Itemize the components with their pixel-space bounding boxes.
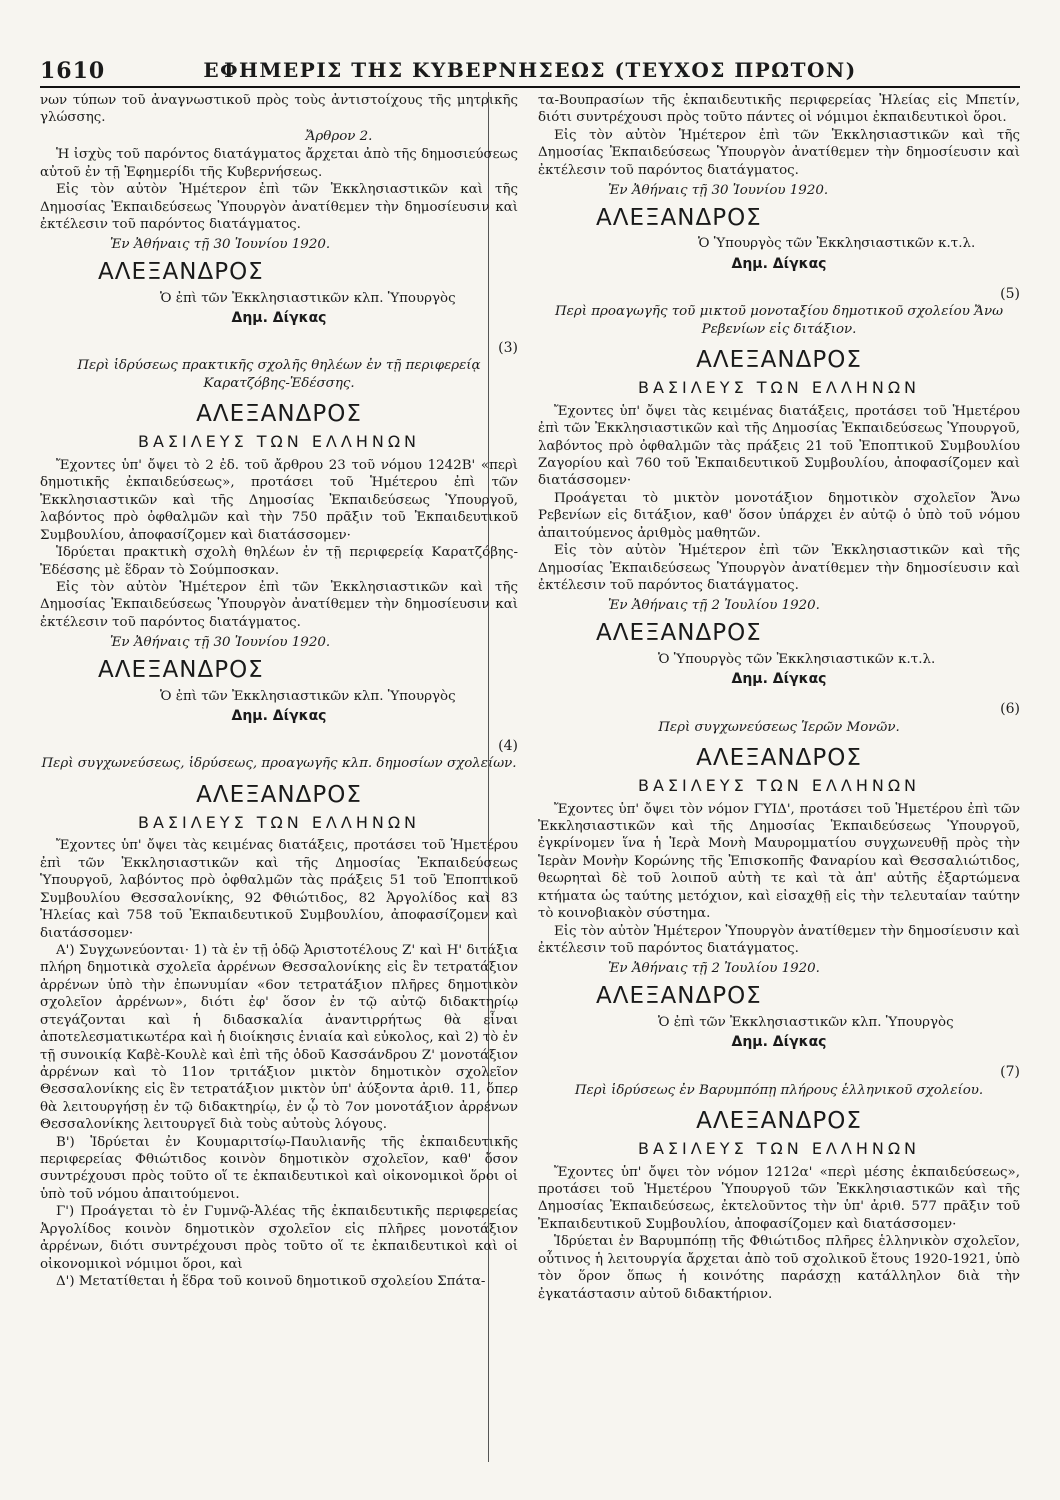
date-line: Ἐν Ἀθήναις τῇ 30 Ἰουνίου 1920. <box>608 183 829 199</box>
assignment-text: Εἰς τὸν αὐτὸν Ἡμέτερον ἐπὶ τῶν Ἐκκλησιαστικῶν καὶ τῆς Δημοσίας Ἐκπαιδεύσεως Ὑπουργὸν ἀνατίθεμεν τὴν δημοσίευσιν καὶ ἐκτέλεσιν τοῦ παρόντος διατάγματος. <box>40 579 518 630</box>
king-name: ΑΛΕΞΑΝΔΡΟΣ <box>696 347 862 374</box>
king-title: ΒΑΣΙΛΕΥΣ ΤΩΝ ΕΛΛΗΝΩΝ <box>637 775 921 795</box>
minister-signature: Δημ. Δίγκας <box>231 310 327 327</box>
columns <box>40 92 1020 1492</box>
minister-signature: Δημ. Δίγκας <box>731 255 827 272</box>
assignment-text: Εἰς τὸν αὐτὸν Ἡμέτερον ἐπὶ τῶν Ἐκκλησιαστικῶν καὶ τῆς Δημοσίας Ἐκπαιδεύσεως Ὑπουργὸν ἀνατίθεμεν τὴν δημοσίευσιν καὶ ἐκτέλεσιν τοῦ παρόντος διατάγματος. <box>40 182 518 232</box>
decree-body: Ἔχοντες ὑπ' ὄψει τὸν νόμον 1212α' «περὶ μέσης ἐκπαιδεύσεως», προτάσει τοῦ Ἡμετέρου Ὑπουργοῦ τῶν Ἐκκλησιαστικῶν καὶ τῆς Δημοσίας Ἐκπαιδεύσεως, ἐκτελοῦντος τὴν ὑπ' ἀριθ. 577 πρᾶξιν τοῦ Ἐκπαιδευτικοῦ Συμβουλίου, ἀποφασίζομεν καὶ διατάσσομεν· <box>538 1164 1020 1232</box>
minister-line: Ὁ ἐπὶ τῶν Ἐκκλησιαστικῶν κλπ. Ὑπουργὸς <box>160 290 456 306</box>
left-column <box>40 92 518 1290</box>
gazette-title: ΕΦΗΜΕΡΙΣ ΤΗΣ ΚΥΒΕΡΝΗΣΕΩΣ (ΤΕΥΧΟΣ ΠΡΩΤΟΝ) <box>203 58 857 82</box>
king-title: ΒΑΣΙΛΕΥΣ ΤΩΝ ΕΛΛΗΝΩΝ <box>137 432 421 452</box>
king-name: ΑΛΕΞΑΝΔΡΟΣ <box>98 258 264 285</box>
king-name: ΑΛΕΞΑΝΔΡΟΣ <box>196 781 362 808</box>
king-title: ΒΑΣΙΛΕΥΣ ΤΩΝ ΕΛΛΗΝΩΝ <box>637 377 921 397</box>
minister-signature: Δημ. Δίγκας <box>731 1034 827 1051</box>
minister-line: Ὁ Ὑπουργὸς τῶν Ἐκκλησιαστικῶν κ.τ.λ. <box>658 651 936 667</box>
article-text: Ἡ ἰσχὺς τοῦ παρόντος διατάγματος ἄρχεται ἀπὸ τῆς δημοσιεύσεως αὐτοῦ ἐν τῇ Ἐφημερίδι τῆς Κυβερνήσεως. <box>40 147 518 180</box>
decree-title: Περὶ συγχωνεύσεως, ἱδρύσεως, προαγωγῆς κλπ. δημοσίων σχολείων. <box>41 756 517 772</box>
king-name: ΑΛΕΞΑΝΔΡΟΣ <box>596 204 762 231</box>
decree-number: (6) <box>1000 701 1020 718</box>
decree-body: Γ') Προάγεται τὸ ἐν Γυμνῷ-Ἀλέας τῆς ἐκπαιδευτικῆς περιφερείας Ἀργολίδος κοινὸν δημοτικὸν σχολεῖον εἰς πλῆρες μονοτάξιον ἀρρένων, διότι συντρέχουσι πρὸς τοῦτο οἵ τε ἐκπαιδευτικοὶ καὶ οἱ οἰκονομικοὶ νόμιμοι ὅροι, καὶ <box>40 1204 518 1272</box>
decree-body: Ἔχοντες ὑπ' ὄψει τὸ 2 ἐδ. τοῦ ἄρθρου 23 τοῦ νόμου 1242Β' «περὶ δημοτικῆς ἐκπαιδεύσεως», προτάσει τοῦ Ἡμέτερου ἐπὶ τῶν Ἐκκλησιαστικῶν καὶ τῆς Δημοσίας Ἐκπαιδεύσεως Ὑπουργοῦ, λαβόντος πρὸ ὀφθαλμῶν καὶ τὴν 750 πρᾶξιν τοῦ Ἐκπαιδευτικοῦ Συμβουλίου, ἀποφασίζομεν καὶ διατάσσομεν· <box>40 458 518 543</box>
decree-body: Ἔχοντες ὑπ' ὄψει τὸν νόμον ΓΥΙΔ', προτάσει τοῦ Ἡμετέρου ἐπὶ τῶν Ἐκκλησιαστικῶν καὶ τῆς Δημοσίας Ἐκπαιδεύσεως Ὑπουργοῦ, ἐγκρίνομεν ἵνα ἡ Ἱερὰ Μονὴ Μαυρομματίου συγχωνευθῇ πρὸς τὴν Ἱερὰν Μονὴν Κορώνης τῆς Ἐπισκοπῆς Φαναρίου καὶ Θεσσαλιώτιδος, θεωρηταὶ δὲ τοῦ λοιποῦ αὐτὴ τε καὶ τὰ ἀπ' αὐτῆς ἐξαρτώμενα κτήματα ὡς ταύτης μετόχιον, καὶ εἰσαχθῇ εἰς τὴν τελευταίαν ταύτην τὸ κοινοβιακὸν σύστημα. <box>538 801 1020 922</box>
king-name: ΑΛΕΞΑΝΔΡΟΣ <box>196 401 362 428</box>
decree-body: Προάγεται τὸ μικτὸν μονοτάξιον δημοτικὸν σχολεῖον Ἄνω Ρεβενίων εἰς διτάξιον, καθ' ὅσον ὑπάρχει ἐν αὐτῷ ὁ ὑπὸ τοῦ νόμου ἀπαιτούμενος ἀριθμὸς μαθητῶν. <box>538 490 1020 541</box>
minister-line: Ὁ Ὑπουργὸς τῶν Ἐκκλησιαστικῶν κ.τ.λ. <box>698 236 976 252</box>
king-name: ΑΛΕΞΑΝΔΡΟΣ <box>696 1107 862 1134</box>
king-name: ΑΛΕΞΑΝΔΡΟΣ <box>98 656 264 683</box>
decree-body: Β') Ἱδρύεται ἐν Κουμαριτσίῳ-Παυλιανῆς τῆς ἐκπαιδευτικῆς περιφερείας Φθιώτιδος κοινὸν δημοτικὸν σχολεῖον, καθ' ὅσον συντρέχουσι πρὸς τοῦτο οἵ τε ἐκπαιδευτικοὶ καὶ οἰκονομικοὶ ὅροι οἱ ὑπὸ τοῦ νόμου ἀπαιτούμενοι. <box>40 1134 518 1202</box>
decree-title: Περὶ ἱδρύσεως πρακτικῆς σχολῆς θηλέων ἐν τῇ περιφερείᾳ Καρατζόβης-Ἐδέσσης. <box>77 358 481 391</box>
article-heading: Ἄρθρον 2. <box>305 128 373 144</box>
minister-signature: Δημ. Δίγκας <box>731 671 827 688</box>
assignment-text: Εἰς τὸν αὐτὸν Ἡμέτερον ἐπὶ τῶν Ἐκκλησιαστικῶν καὶ τῆς Δημοσίας Ἐκπαιδεύσεως Ὑπουργὸν ἀνατίθεμεν τὴν δημοσίευσιν καὶ ἐκτέλεσιν τοῦ παρόντος διατάγματος. <box>538 543 1020 593</box>
king-name: ΑΛΕΞΑΝΔΡΟΣ <box>596 619 762 646</box>
decree-title: Περὶ προαγωγῆς τοῦ μικτοῦ μονοταξίου δημοτικοῦ σχολείου Ἄνω Ρεβενίων εἰς διτάξιον. <box>554 304 1004 337</box>
king-name: ΑΛΕΞΑΝΔΡΟΣ <box>696 744 862 771</box>
page-header <box>40 56 1020 86</box>
decree-body: Α') Συγχωνεύονται· 1) τὰ ἐν τῇ ὁδῷ Ἀριστοτέλους Ζ' καὶ Η' διτάξια πλήρη δημοτικὰ σχολεῖα ἀρρένων Θεσσαλονίκης εἰς ἓν τετρατάξιον ἀρρένων ὑπὸ τὴν ἐπωνυμίαν «6ον τετρατάξιον πλῆρες δημοτικὸν σχολεῖον ἀρρένων», διότι ἐφ' ὅσον ἐν τῷ αὐτῷ διδακτηρίῳ στεγάζονται καὶ ἡ διδασκαλία ἀναντιρρήτως θὰ εἶναι ἀποτελεσματικωτέρα καὶ ἡ διοίκησις ἑνιαία καὶ εὐκολος, καὶ 2) τὸ ἐν τῇ συνοικίᾳ Καβὲ-Κουλὲ καὶ ἐπὶ τῆς ὁδοῦ Κασσάνδρου Ζ' μονοτάξιον ἀρρένων καὶ τὸ 11ον τριτάξιον μικτὸν δημοτικὸν σχολεῖον Θεσσαλονίκης εἰς ἓν τετρατάξιον μικτὸν ὑπ' ἀύξοντα ἀριθ. 11, ὅπερ θὰ λειτουργήσῃ ἐν τῷ διδακτηρίῳ, ἐν ᾧ τὸ 7ον μονοτάξιον ἀρρένων Θεσσαλονίκης λειτουργεῖ διὰ τοὺς αὐτοὺς λόγους. <box>40 942 518 1133</box>
date-line: Ἐν Ἀθήναις τῇ 2 Ἰουλίου 1920. <box>608 598 820 614</box>
decree-title: Περὶ συγχωνεύσεως Ἱερῶν Μονῶν. <box>658 719 900 735</box>
header-rule <box>40 86 1020 88</box>
decree-body: Ἔχοντες ὑπ' ὄψει τὰς κειμένας διατάξεις, προτάσει τοῦ Ἡμετέρου ἐπὶ τῶν Ἐκκλησιαστικῶν καὶ τῆς Δημοσίας Ἐκπαιδεύσεως Ὑπουργοῦ, λαβόντος πρὸ ὀφθαλμῶν τὰς πράξεις 51 τοῦ Ἐποπτικοῦ Συμβουλίου Θεσσαλονίκης, 92 Φθιώτιδος, 82 Ἀργολίδος καὶ 83 Ἠλείας καὶ 758 τοῦ Ἐκπαιδευτικοῦ Συμβουλίου, ἀποφασίζομεν καὶ διατάσσομεν· <box>40 838 518 941</box>
king-title: ΒΑΣΙΛΕΥΣ ΤΩΝ ΕΛΛΗΝΩΝ <box>637 1138 921 1158</box>
minister-line: Ὁ ἐπὶ τῶν Ἐκκλησιαστικῶν κλπ. Ὑπουργὸς <box>160 688 456 704</box>
decree-title: Περὶ ἱδρύσεως ἐν Βαρυμπόπῃ πλήρους ἑλληνικοῦ σχολείου. <box>574 1082 984 1098</box>
date-line: Ἐν Ἀθήναις τῇ 30 Ἰουνίου 1920. <box>110 237 331 253</box>
king-title: ΒΑΣΙΛΕΥΣ ΤΩΝ ΕΛΛΗΝΩΝ <box>137 812 421 832</box>
page-number: 1610 <box>40 58 106 84</box>
assignment-text: Εἰς τὸν αὐτὸν Ἡμέτερον ἐπὶ τῶν Ἐκκλησιαστικῶν καὶ τῆς Δημοσίας Ἐκπαιδεύσεως Ὑπουργὸν ἀνατίθεμεν τὴν δημοσίευσιν καὶ ἐκτέλεσιν τοῦ παρόντος διατάγματος. <box>538 127 1020 178</box>
decree-number: (5) <box>1000 286 1020 303</box>
decree-number: (7) <box>1000 1064 1020 1081</box>
date-line: Ἐν Ἀθήναις τῇ 30 Ἰουνίου 1920. <box>110 635 331 651</box>
minister-line: Ὁ ἐπὶ τῶν Ἐκκλησιαστικῶν κλπ. Ὑπουργὸς <box>658 1014 954 1030</box>
date-line: Ἐν Ἀθήναις τῇ 2 Ἰουλίου 1920. <box>608 961 820 977</box>
intro-text: νων τύπων τοῦ ἀναγνωστικοῦ πρὸς τοὺς ἀντιστοίχους τῆς μητρικῆς γλώσσης. <box>40 93 518 126</box>
decree-body: Ἱδρύεται ἐν Βαρυμπόπῃ τῆς Φθιώτιδος πλῆρες ἑλληνικὸν σχολεῖον, οὗτινος ἡ λειτουργία ἄρχεται ἀπὸ τοῦ σχολικοῦ ἔτους 1920-1921, ὑπὸ τὸν ὅρον ὅπως ἡ κοινότης παράσχῃ κατάλληλον διὰ τὴν ἐγκατάστασιν αὐτοῦ διδακτήριον. <box>538 1234 1020 1302</box>
continued-text: τα-Βουπρασίων τῆς ἐκπαιδευτικῆς περιφερείας Ἠλείας εἰς Μπετίν, διότι συντρέχουσι πρὸς τοῦτο πάντες οἱ νόμιμοι ἐκπαιδευτικοὶ ὅροι. <box>538 93 1020 126</box>
decree-body: Ἱδρύεται πρακτικὴ σχολὴ θηλέων ἐν τῇ περιφερείᾳ Καρατζόβης-Ἐδέσσης μὲ ἕδραν τὸ Σούμποσκαν. <box>40 545 518 578</box>
king-name: ΑΛΕΞΑΝΔΡΟΣ <box>596 982 762 1009</box>
right-column <box>538 92 1020 1303</box>
minister-signature: Δημ. Δίγκας <box>231 707 327 724</box>
assignment-text: Εἰς τὸν αὐτὸν Ἡμέτερον Ὑπουργὸν ἀνατίθεμεν τὴν δημοσίευσιν καὶ ἐκτέλεσιν τοῦ παρόντος διατάγματος. <box>538 923 1020 956</box>
decree-body: Δ') Μετατίθεται ἡ ἕδρα τοῦ κοινοῦ δημοτικοῦ σχολείου Σπάτα- <box>56 1274 486 1289</box>
decree-body: Ἔχοντες ὑπ' ὄψει τὰς κειμένας διατάξεις, προτάσει τοῦ Ἡμετέρου ἐπὶ τῶν Ἐκκλησιαστικῶν καὶ τῆς Δημοσίας Ἐκπαιδεύσεως Ὑπουργοῦ, λαβόντος πρὸ ὀφθαλμῶν τὰς πράξεις 21 τοῦ Ἐποπτικοῦ Συμβουλίου Ζαγορίου καὶ 760 τοῦ Ἐκπαιδευτικοῦ Συμβουλίου, ἀποφασίζομεν καὶ διατάσσομεν· <box>538 403 1020 489</box>
decree-number: (3) <box>498 340 518 357</box>
decree-number: (4) <box>498 738 518 755</box>
